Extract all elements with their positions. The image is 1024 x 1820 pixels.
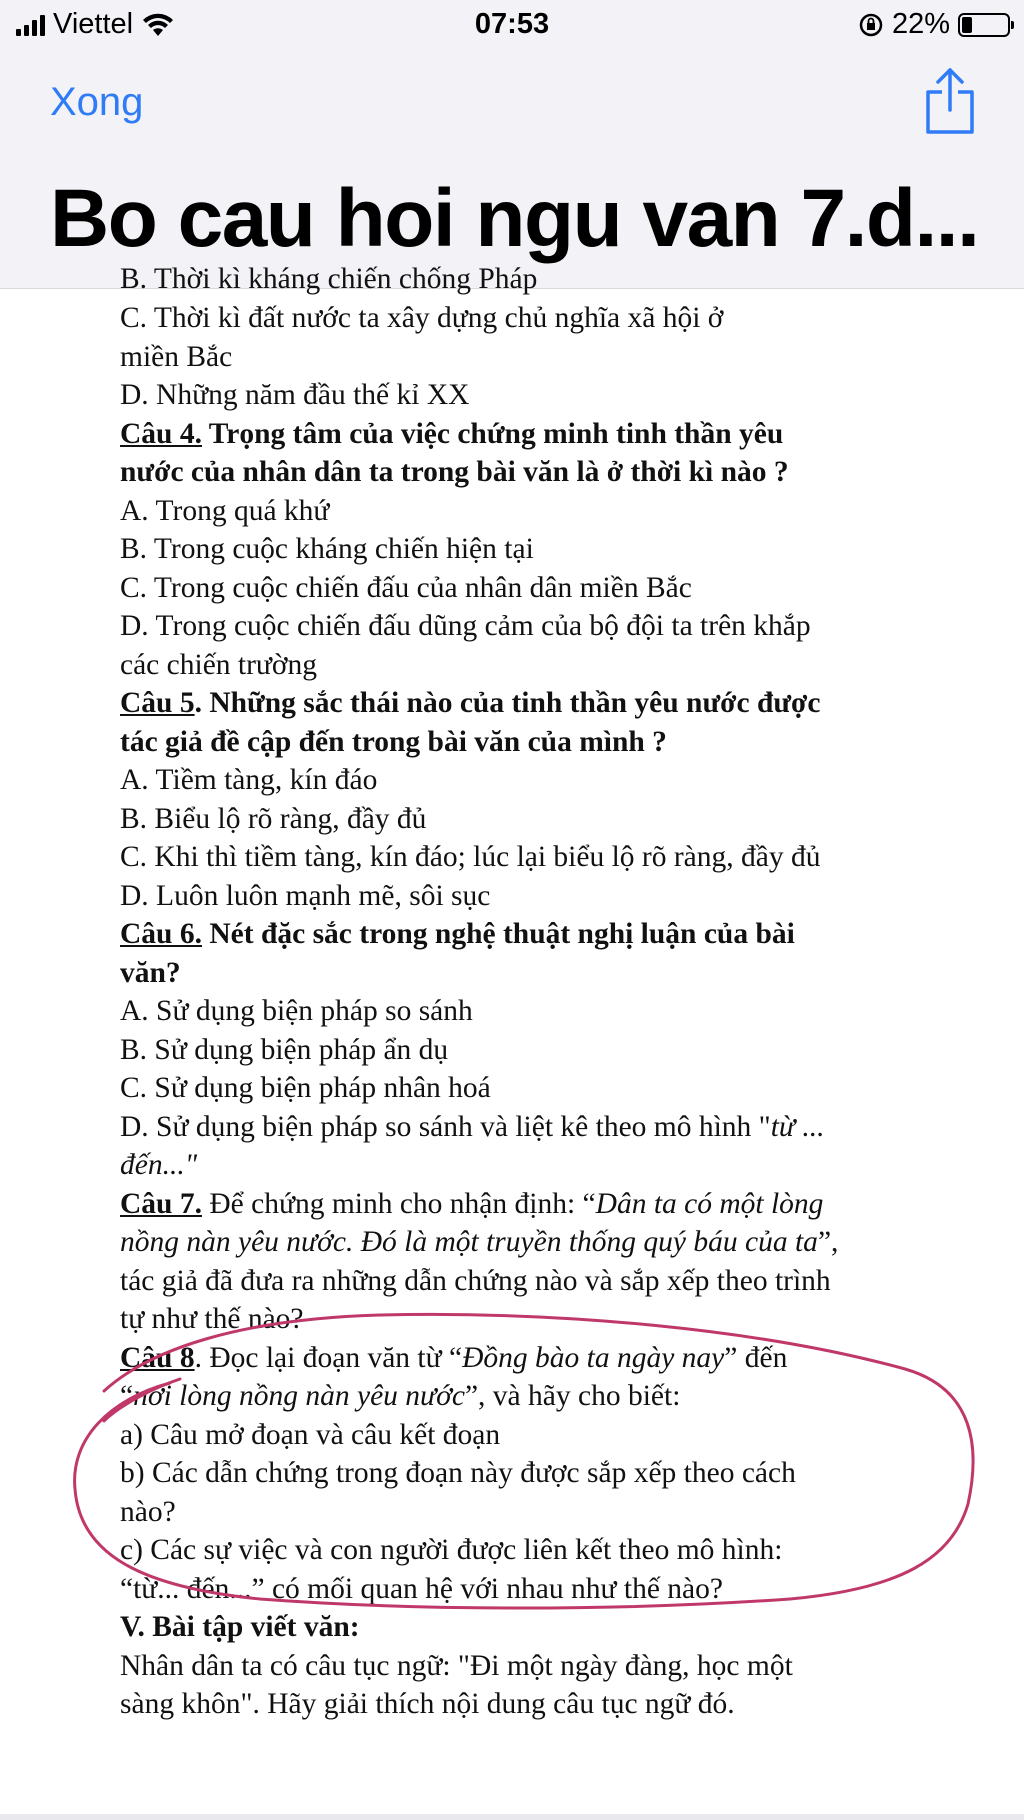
q6-d1-text: D. Sử dụng biện pháp so sánh và liệt kê theo mô hình "	[120, 1110, 771, 1143]
document-title: Bo cau hoi ngu van 7.d...	[50, 173, 979, 264]
q4-text1: Trọng tâm của việc chứng minh tinh thần yêu	[201, 417, 784, 450]
q8-text2-end: ”, và hãy cho biết:	[464, 1380, 681, 1412]
q5-label: Câu 5	[120, 687, 195, 719]
q4-heading-line1	[120, 415, 940, 454]
q6-option-c: C. Sử dụng biện pháp nhân hoá	[120, 1072, 491, 1104]
q4-heading-line2	[120, 453, 940, 492]
navigation-bar	[0, 52, 1024, 289]
q8-quote1: Đồng bào ta ngày nay	[462, 1341, 725, 1374]
q3-option-c-line1: C. Thời kì đất nước ta xây dựng chủ nghĩa xã hội ở	[120, 302, 724, 334]
q6-d1-italic: từ ...	[770, 1110, 825, 1143]
status-right	[858, 8, 1010, 41]
q6-d2-italic: đến..."	[120, 1149, 198, 1181]
q7-line4: tự như thế nào?	[120, 1303, 304, 1335]
q5-heading-line2	[120, 723, 940, 762]
q7-quote2: nồng nàn yêu nước. Đó là một truyền thống quý báu của ta	[120, 1226, 818, 1258]
section5-text-line2: sàng khôn". Hãy giải thích nội dung câu tục ngữ đó.	[120, 1688, 735, 1720]
q8-part-a: a) Câu mở đoạn và câu kết đoạn	[120, 1418, 501, 1451]
q5-heading-line1	[120, 684, 940, 723]
share-icon[interactable]	[924, 66, 976, 136]
q6-option-d-line1	[120, 1108, 940, 1147]
q8-line2	[120, 1377, 940, 1416]
document-viewer[interactable]	[0, 263, 1024, 1820]
battery-percent: 22%	[891, 8, 950, 40]
q4-option-c: C. Trong cuộc chiến đấu của nhân dân miền Bắc	[120, 571, 692, 604]
q8-quote2: nơi lòng nồng nàn yêu nước	[133, 1380, 465, 1412]
q5-text2: tác giả đề cập đến trong bài văn của mình ?	[120, 725, 667, 758]
q4-label: Câu 4.	[120, 417, 202, 450]
status-time: 07:53	[474, 8, 550, 40]
q5-option-a: A. Tiềm tàng, kín đáo	[120, 764, 378, 796]
done-button[interactable]: Xong	[50, 80, 144, 124]
q8-text1-end: ” đến	[724, 1341, 788, 1374]
section5-title-text: V. Bài tập viết văn:	[120, 1611, 360, 1643]
q5-option-c: C. Khi thì tiềm tàng, kín đáo; lúc lại biểu lộ rõ ràng, đầy đủ	[120, 841, 821, 873]
q6-heading-line2	[120, 954, 940, 993]
q4-option-a: A. Trong quá khứ	[120, 494, 330, 527]
q8-line1	[120, 1339, 940, 1378]
bottom-edge	[0, 1814, 1024, 1820]
q6-text1: Nét đặc sắc trong nghệ thuật nghị luận của bài	[201, 918, 795, 950]
q8-text1: . Đọc lại đoạn văn từ “	[194, 1341, 463, 1374]
q4-option-d-line1: D. Trong cuộc chiến đấu dũng cảm của bộ đội ta trên khắp	[120, 610, 811, 642]
orientation-lock-icon	[858, 12, 884, 38]
q5-option-d: D. Luôn luôn mạnh mẽ, sôi sục	[120, 879, 491, 912]
q3-option-c-line2: miền Bắc	[120, 340, 233, 373]
q8-part-c-line2: “từ... đến...” có mối quan hệ với nhau như thế nào?	[120, 1572, 723, 1605]
q7-text1: Để chứng minh cho nhận định: “	[201, 1187, 596, 1220]
battery-icon	[958, 13, 1010, 37]
section5-text-line1: Nhân dân ta có câu tục ngữ: "Đi một ngày đàng, học một	[120, 1649, 793, 1682]
cut-line-text: B. Thời kì kháng chiến chống Pháp	[120, 263, 538, 295]
q8-open-quote: “	[120, 1380, 134, 1412]
q6-option-a: A. Sử dụng biện pháp so sánh	[120, 995, 473, 1027]
q6-option-b: B. Sử dụng biện pháp ẩn dụ	[120, 1033, 449, 1066]
q8-part-b-line1: b) Các dẫn chứng trong đoạn này được sắp xếp theo cách	[120, 1457, 796, 1489]
carrier-name: Viettel	[53, 8, 134, 40]
q5-option-b: B. Biểu lộ rõ ràng, đầy đủ	[120, 802, 427, 835]
q7-line1	[120, 1185, 940, 1224]
status-bar	[0, 0, 1024, 52]
q7-quote1: Dân ta có một lòng	[595, 1187, 824, 1220]
document-text	[120, 263, 940, 1724]
q6-option-d-line2	[120, 1146, 940, 1185]
q7-line2	[120, 1223, 940, 1262]
section5-title	[120, 1608, 940, 1647]
cut-off-line	[120, 263, 940, 295]
q6-label: Câu 6.	[120, 918, 202, 950]
q8-part-b-line2: nào?	[120, 1495, 176, 1528]
q4-option-b: B. Trong cuộc kháng chiến hiện tại	[120, 533, 534, 565]
q6-text2: văn?	[120, 956, 181, 989]
q3-option-d: D. Những năm đầu thế kỉ XX	[120, 379, 470, 411]
q7-line3: tác giả đã đưa ra những dẫn chứng nào và sắp xếp theo trình	[120, 1264, 831, 1297]
q6-heading-line1	[120, 915, 940, 954]
q7-text2-end: ”,	[817, 1226, 839, 1258]
q7-label: Câu 7.	[120, 1187, 202, 1220]
q8-label: Câu 8	[120, 1341, 195, 1374]
q4-option-d-line2: các chiến trường	[120, 648, 318, 681]
q8-part-c-line1: c) Các sự việc và con người được liên kết theo mô hình:	[120, 1534, 783, 1566]
q5-text1: . Những sắc thái nào của tinh thần yêu nước được	[194, 687, 821, 719]
q4-text2: nước của nhân dân ta trong bài văn là ở thời kì nào ?	[120, 456, 789, 488]
